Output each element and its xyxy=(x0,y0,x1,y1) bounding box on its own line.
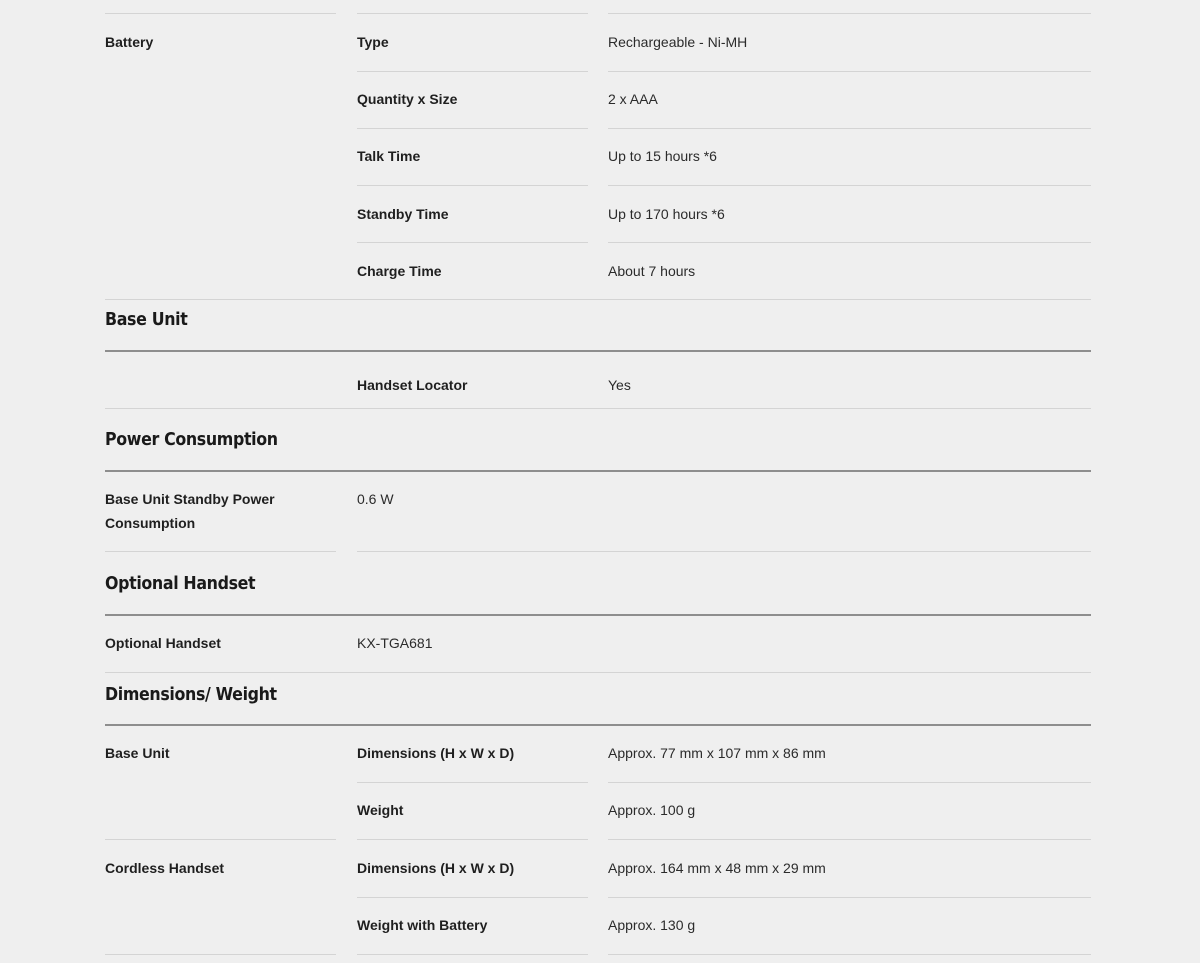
divider xyxy=(105,299,1091,300)
spec-value-handset-weight: Approx. 130 g xyxy=(608,917,696,933)
divider xyxy=(608,128,1091,129)
divider xyxy=(357,185,588,186)
spec-label-standby-time: Standby Time xyxy=(357,206,449,222)
divider xyxy=(608,782,1091,783)
divider xyxy=(357,128,588,129)
spec-label-standby-power-line1: Base Unit Standby Power xyxy=(105,491,275,507)
section-heading-base-unit: Base Unit xyxy=(105,309,188,330)
divider xyxy=(357,551,1091,552)
divider xyxy=(608,897,1091,898)
divider xyxy=(608,242,1091,243)
spec-value-standby-time: Up to 170 hours *6 xyxy=(608,206,725,222)
spec-value-base-weight: Approx. 100 g xyxy=(608,802,696,818)
divider xyxy=(608,954,1091,955)
spec-label-talk-time: Talk Time xyxy=(357,148,421,164)
spec-label-charge-time: Charge Time xyxy=(357,263,442,279)
divider xyxy=(357,71,588,72)
divider xyxy=(105,13,336,14)
spec-label-optional-handset: Optional Handset xyxy=(105,635,221,651)
spec-value-standby-power: 0.6 W xyxy=(357,491,394,507)
spec-label-handset-locator: Handset Locator xyxy=(357,377,468,393)
spec-value-charge-time: About 7 hours xyxy=(608,263,696,279)
spec-value-type: Rechargeable - Ni-MH xyxy=(608,34,748,50)
section-divider xyxy=(105,350,1091,352)
divider xyxy=(608,185,1091,186)
battery-group-label: Battery xyxy=(105,34,154,50)
divider xyxy=(105,408,1091,409)
base-unit-group-label: Base Unit xyxy=(105,745,170,761)
spec-value-handset-dimensions: Approx. 164 mm x 48 mm x 29 mm xyxy=(608,860,826,876)
divider xyxy=(105,954,336,955)
divider xyxy=(357,13,588,14)
divider xyxy=(357,242,588,243)
cordless-handset-group-label: Cordless Handset xyxy=(105,860,225,876)
section-divider xyxy=(105,724,1091,726)
divider xyxy=(105,839,336,840)
spec-value-handset-locator: Yes xyxy=(608,377,631,393)
spec-value-quantity-size: 2 x AAA xyxy=(608,91,658,107)
spec-value-talk-time: Up to 15 hours *6 xyxy=(608,148,717,164)
spec-label-type: Type xyxy=(357,34,389,50)
divider xyxy=(105,551,336,552)
divider xyxy=(357,954,588,955)
spec-label-standby-power-line2: Consumption xyxy=(105,515,196,531)
spec-label-base-weight: Weight xyxy=(357,802,404,818)
section-heading-dimensions-weight: Dimensions/ Weight xyxy=(105,684,277,705)
divider xyxy=(608,71,1091,72)
divider xyxy=(105,672,1091,673)
divider xyxy=(608,13,1091,14)
section-divider xyxy=(105,470,1091,472)
spec-label-handset-weight: Weight with Battery xyxy=(357,917,488,933)
spec-value-optional-handset: KX-TGA681 xyxy=(357,635,433,651)
divider xyxy=(357,782,588,783)
section-heading-power-consumption: Power Consumption xyxy=(105,429,278,450)
spec-label-quantity-size: Quantity x Size xyxy=(357,91,458,107)
divider xyxy=(357,897,588,898)
spec-label-handset-dimensions: Dimensions (H x W x D) xyxy=(357,860,515,876)
section-heading-optional-handset: Optional Handset xyxy=(105,573,256,594)
spec-value-base-dimensions: Approx. 77 mm x 107 mm x 86 mm xyxy=(608,745,826,761)
divider xyxy=(608,839,1091,840)
divider xyxy=(357,839,588,840)
spec-label-base-dimensions: Dimensions (H x W x D) xyxy=(357,745,515,761)
section-divider xyxy=(105,614,1091,616)
